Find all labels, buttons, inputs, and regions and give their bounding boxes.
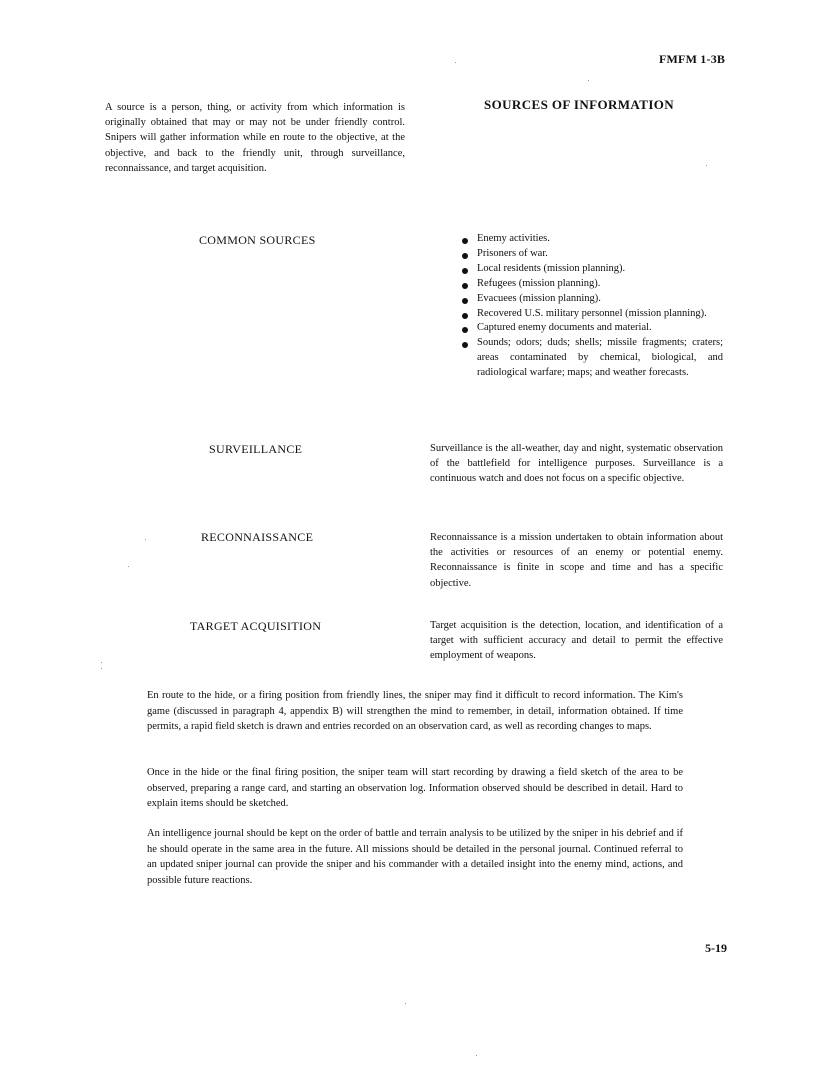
scan-speck xyxy=(455,62,456,63)
common-sources-list xyxy=(461,232,723,381)
list-item: Evacuees (mission planning). xyxy=(461,292,723,307)
body-paragraph-3: An intelligence journal should be kept on the order of battle and terrain analysis to be utilized by the sniper in his debrief and if he should operate in the same area in the future. All missions should be detailed in the personal journal. Continued referral to an updated sniper journal can provide the sniper and his commander with a detailed insight into the enemy mind, actions, and possible future reactions. xyxy=(147,828,683,886)
body-paragraph-1: En route to the hide, or a firing position from friendly lines, the sniper may find it difficult to record information. The Kim's game (discussed in paragraph 4, appendix B) will strengthen the mind to remember, in detail, information obtained. If time permits, a rapid field sketch is drawn and entries recorded on an observation card, as well as recording changes to maps. xyxy=(147,690,683,733)
scan-speck xyxy=(128,566,129,567)
list-item: Sounds; odors; duds; shells; missile fragments; craters; areas contaminated by chemical, biological, and radiological warfare; maps; and weather forecasts. xyxy=(461,336,723,381)
reconnaissance-definition: Reconnaissance is a mission undertaken to obtain information about the activities or resources of an enemy or potential enemy. Reconnaissance is finite in scope and time and has a specific objective. xyxy=(430,532,723,589)
surveillance-heading: SURVEILLANCE xyxy=(209,442,303,456)
page-number: 5-19 xyxy=(705,941,727,955)
document-id: FMFM 1-3B xyxy=(659,52,726,66)
body-paragraph-2: Once in the hide or the final firing position, the sniper team will start recording by drawing a field sketch of the area to be observed, preparing a range card, and starting an observation log. Information observed should be described in detail. Hard to explain items should be sketched. xyxy=(147,767,683,810)
scan-speck xyxy=(706,165,707,166)
reconnaissance-heading: RECONNAISSANCE xyxy=(201,530,314,544)
scan-speck xyxy=(101,662,102,663)
scan-speck xyxy=(476,1055,477,1056)
list-item: Refugees (mission planning). xyxy=(461,277,723,292)
list-item: Captured enemy documents and material. xyxy=(461,321,723,336)
intro-paragraph: A source is a person, thing, or activity from which information is originally obtained that may or may not be under friendly control. Snipers will gather information while en route to the objective, at the objective, and back to the friendly unit, through surveillance, reconnaissance, and target acquisition. xyxy=(105,102,405,174)
common-sources-heading: COMMON SOURCES xyxy=(199,233,316,247)
list-item: Local residents (mission planning). xyxy=(461,262,723,277)
list-item: Recovered U.S. military personnel (mission planning). xyxy=(461,307,723,322)
target-acquisition-definition: Target acquisition is the detection, location, and identification of a target with sufficient accuracy and detail to permit the effective employment of weapons. xyxy=(430,620,723,662)
section-title: SOURCES OF INFORMATION xyxy=(484,97,675,112)
scan-speck xyxy=(145,539,146,540)
target-acquisition-heading: TARGET ACQUISITION xyxy=(190,619,322,633)
surveillance-definition: Surveillance is the all-weather, day and night, systematic observation of the battlefield for intelligence purposes. Surveillance is a continuous watch and does not focus on a specific objective. xyxy=(430,443,723,485)
list-item: Prisoners of war. xyxy=(461,247,723,262)
scan-speck xyxy=(405,1003,406,1004)
scan-speck xyxy=(101,668,102,669)
scan-speck xyxy=(588,80,589,81)
list-item: Enemy activities. xyxy=(461,232,723,247)
